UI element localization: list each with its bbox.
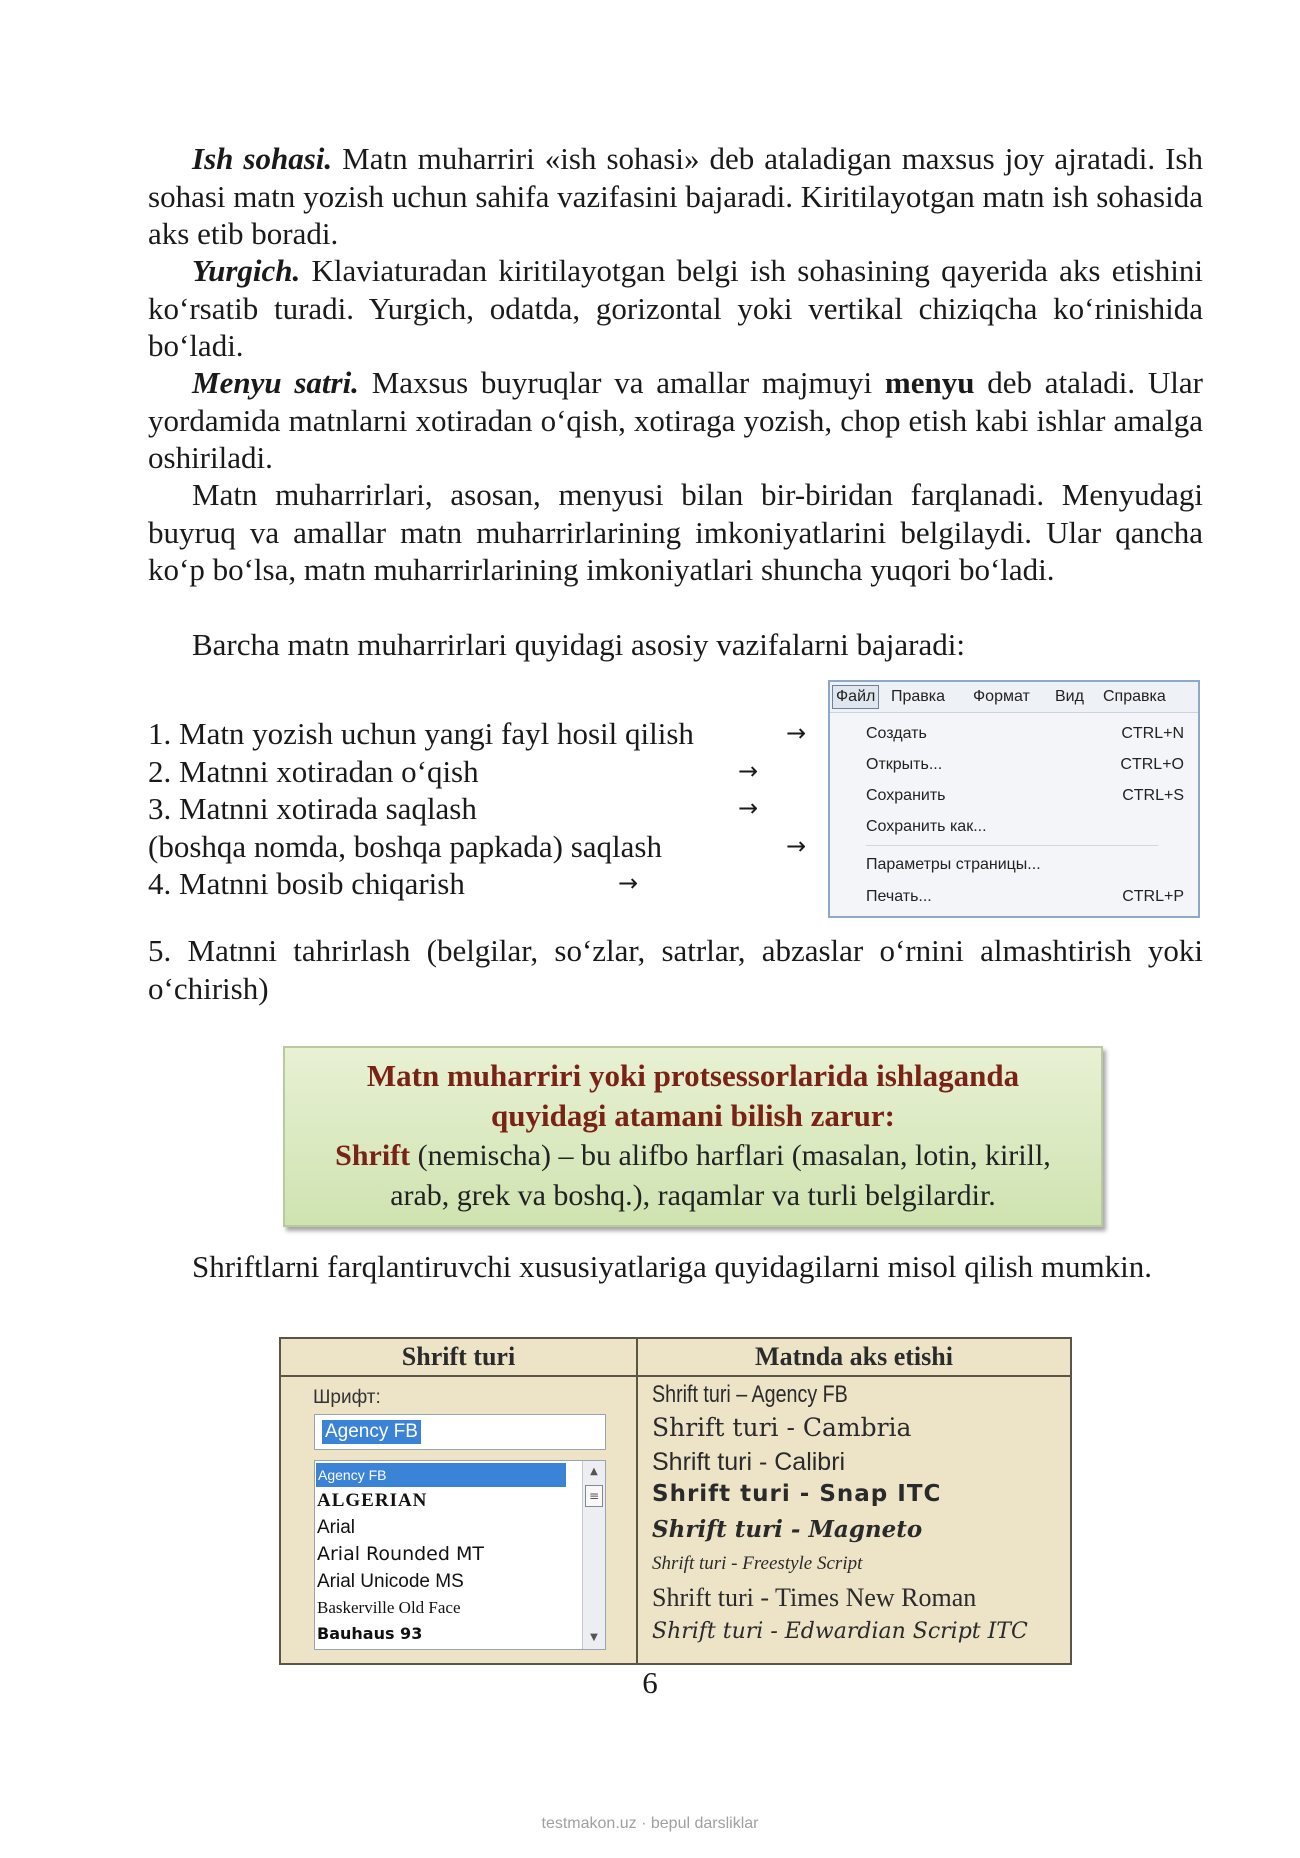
term-cursor: Yurgich. [192,253,301,288]
font-sample-snap: Shrift turi - Snap ITC [652,1481,942,1507]
font-sample-freestyle: Shrift turi - Freestyle Script [652,1553,863,1574]
paragraph-font-properties [148,1248,1203,1286]
paragraph-menu-bar [148,364,1203,477]
term-work-area: Ish sohasi. [192,141,333,176]
info-box-text: arab, grek va boshq.), raqamlar va turli belgilardir. [390,1179,996,1212]
function-text: 1. Matn yozish uchun yangi fayl hosil qilish [148,716,694,751]
font-option[interactable]: Baskerville Old Face [317,1598,461,1617]
paragraph-editors-differ [148,476,1203,589]
arrow-icon: → [738,794,759,822]
column-divider [636,1339,638,1663]
info-box-term: Shrift [335,1139,411,1172]
menu-help[interactable]: Справка [1103,688,1166,705]
function-text: 3. Matnni xotirada saqlash [148,791,477,826]
table-header-font-type: Shrift turi [281,1339,636,1377]
font-table [279,1337,1072,1665]
scroll-thumb[interactable]: ≡ [585,1485,603,1507]
paragraph-text: 5. Matnni tahrirlash (belgilar, so‘zlar, satrlar, abzaslar o‘rnini almashtirish yoki o‘chirish) [148,933,1203,1006]
arrow-icon: → [786,831,807,860]
functions-list [148,715,808,903]
menu-item-open[interactable] [866,754,1184,776]
paragraph-text: Matn muharrirlari, asosan, menyusi bilan bir-biridan farqlanadi. Menyudagi buyruq va amallar matn muharrirlarining imkoniyatlarini belgilaydi. Ular qancha ko‘p bo‘lsa, matn muharrirlarining imkoniyatlari shuncha yuqori bo‘ladi. [148,477,1203,587]
function-item [148,828,808,866]
font-list-scrollbar[interactable] [582,1461,605,1649]
menu-shortcut: CTRL+O [1120,756,1184,773]
function-item [148,715,808,753]
file-menu-screenshot [828,680,1200,918]
info-box-title: Matn muharriri yoki protsessorlarida ishlaganda [366,1058,1020,1093]
info-box-title: quyidagi atamani bilish zarur: [491,1098,895,1133]
menu-edit[interactable]: Правка [891,688,946,705]
paragraph-text: deb ataladi. Ular yordamida matnlarni xotiradan o‘qish, xotiraga yozish, chop etish kabi ishlar amalga oshiriladi. [148,365,1203,475]
menu-item-save[interactable] [866,785,1184,807]
menu-separator [866,845,1158,846]
function-item [148,865,808,903]
font-option[interactable]: Arial Unicode MS [317,1571,464,1592]
font-label: Шрифт: [313,1387,381,1408]
menu-file[interactable]: Файл [832,685,879,709]
function-item [148,753,808,791]
arrow-icon: → [738,756,759,785]
function-item [148,790,808,828]
font-sample-edwardian: Shrift turi - Edwardian Script ITC [652,1619,1028,1644]
font-option[interactable]: ALGERIAN [317,1490,428,1511]
menu-format[interactable]: Формат [973,688,1030,705]
scroll-down-icon[interactable]: ▼ [590,1632,598,1643]
arrow-icon: → [618,869,639,897]
menubar [830,682,1198,713]
scroll-up-icon[interactable]: ▲ [590,1466,598,1477]
menu-item-label: Параметры страницы... [866,856,1041,873]
paragraph-text: Matn muharriri «ish sohasi» deb ataladigan maxsus joy ajratadi. Ish sohasi matn yozish uchun sahifa vazifasini bajaradi. Kiritilayotgan matn ish sohasida aks etib boradi. [148,141,1203,251]
menu-shortcut: CTRL+P [1122,888,1184,905]
font-input[interactable] [314,1414,606,1450]
font-sample-agency: Shrift turi – Agency FB [652,1381,848,1408]
paragraph-text: Maxsus buyruqlar va amallar majmuyi [358,365,885,400]
font-sample-cambria: Shrift turi - Cambria [652,1413,912,1442]
menu-item-page-setup[interactable] [866,854,1184,876]
menu-view[interactable]: Вид [1055,688,1084,705]
function-text: 4. Matnni bosib chiqarish [148,866,465,901]
menu-item-print[interactable] [866,886,1184,908]
font-option[interactable]: Agency FB [316,1463,566,1487]
paragraph-text: Klaviaturadan kiritilayotgan belgi ish sohasining qayerida aks etishini ko‘rsatib turadi. Yurgich, odatda, gorizontal yoki vertikal chiziqcha ko‘rinishida bo‘ladi. [148,253,1203,363]
info-box-text: (nemischa) – bu alifbo harflari (masalan, lotin, kirill, [410,1139,1051,1172]
function-text: (boshqa nomda, boshqa papkada) saqlash [148,828,662,864]
menu-shortcut: CTRL+N [1121,725,1184,742]
table-header-appearance: Matnda aks etishi [638,1339,1070,1377]
paragraph-cursor [148,252,1203,365]
bold-term-menu: menyu [884,365,975,400]
font-option[interactable]: Arial [317,1517,356,1538]
font-option[interactable]: Arial Rounded MT [317,1543,484,1565]
paragraph-text: Shriftlarni farqlantiruvchi xususiyatlariga quyidagilarni misol qilish mumkin. [192,1249,1152,1284]
info-box-definition [285,1136,1101,1176]
font-sample-magneto: Shrift turi - Magneto [652,1516,923,1543]
menu-item-label: Сохранить [866,787,946,804]
paragraph-editing [148,932,1203,1007]
page-number: 6 [642,1665,658,1700]
font-input-value: Agency FB [322,1420,421,1444]
paragraph-text: Barcha matn muharrirlari quyidagi asosiy vazifalarni bajaradi: [192,627,965,662]
menu-item-label: Печать... [866,888,932,905]
menu-shortcut: CTRL+S [1122,787,1184,804]
footer-watermark: testmakon.uz · bepul darsliklar [541,1815,759,1832]
paragraph-functions-intro [148,626,1203,664]
menu-item-create[interactable] [866,723,1184,745]
info-box [283,1046,1103,1227]
font-sample-times: Shrift turi - Times New Roman [652,1583,977,1612]
font-option[interactable]: Bauhaus 93 [317,1624,423,1643]
menu-item-label: Сохранить как... [866,818,987,835]
term-menu-bar: Menyu satri. [192,365,359,400]
arrow-icon: → [786,719,807,747]
function-text: 2. Matnni xotiradan o‘qish [148,753,479,789]
menu-item-save-as[interactable] [866,816,1184,838]
menu-item-label: Открыть... [866,756,943,773]
font-sample-calibri: Shrift turi - Calibri [652,1448,846,1476]
paragraph-work-area [148,140,1203,253]
menu-item-label: Создать [866,725,927,742]
font-listbox[interactable] [314,1460,606,1650]
